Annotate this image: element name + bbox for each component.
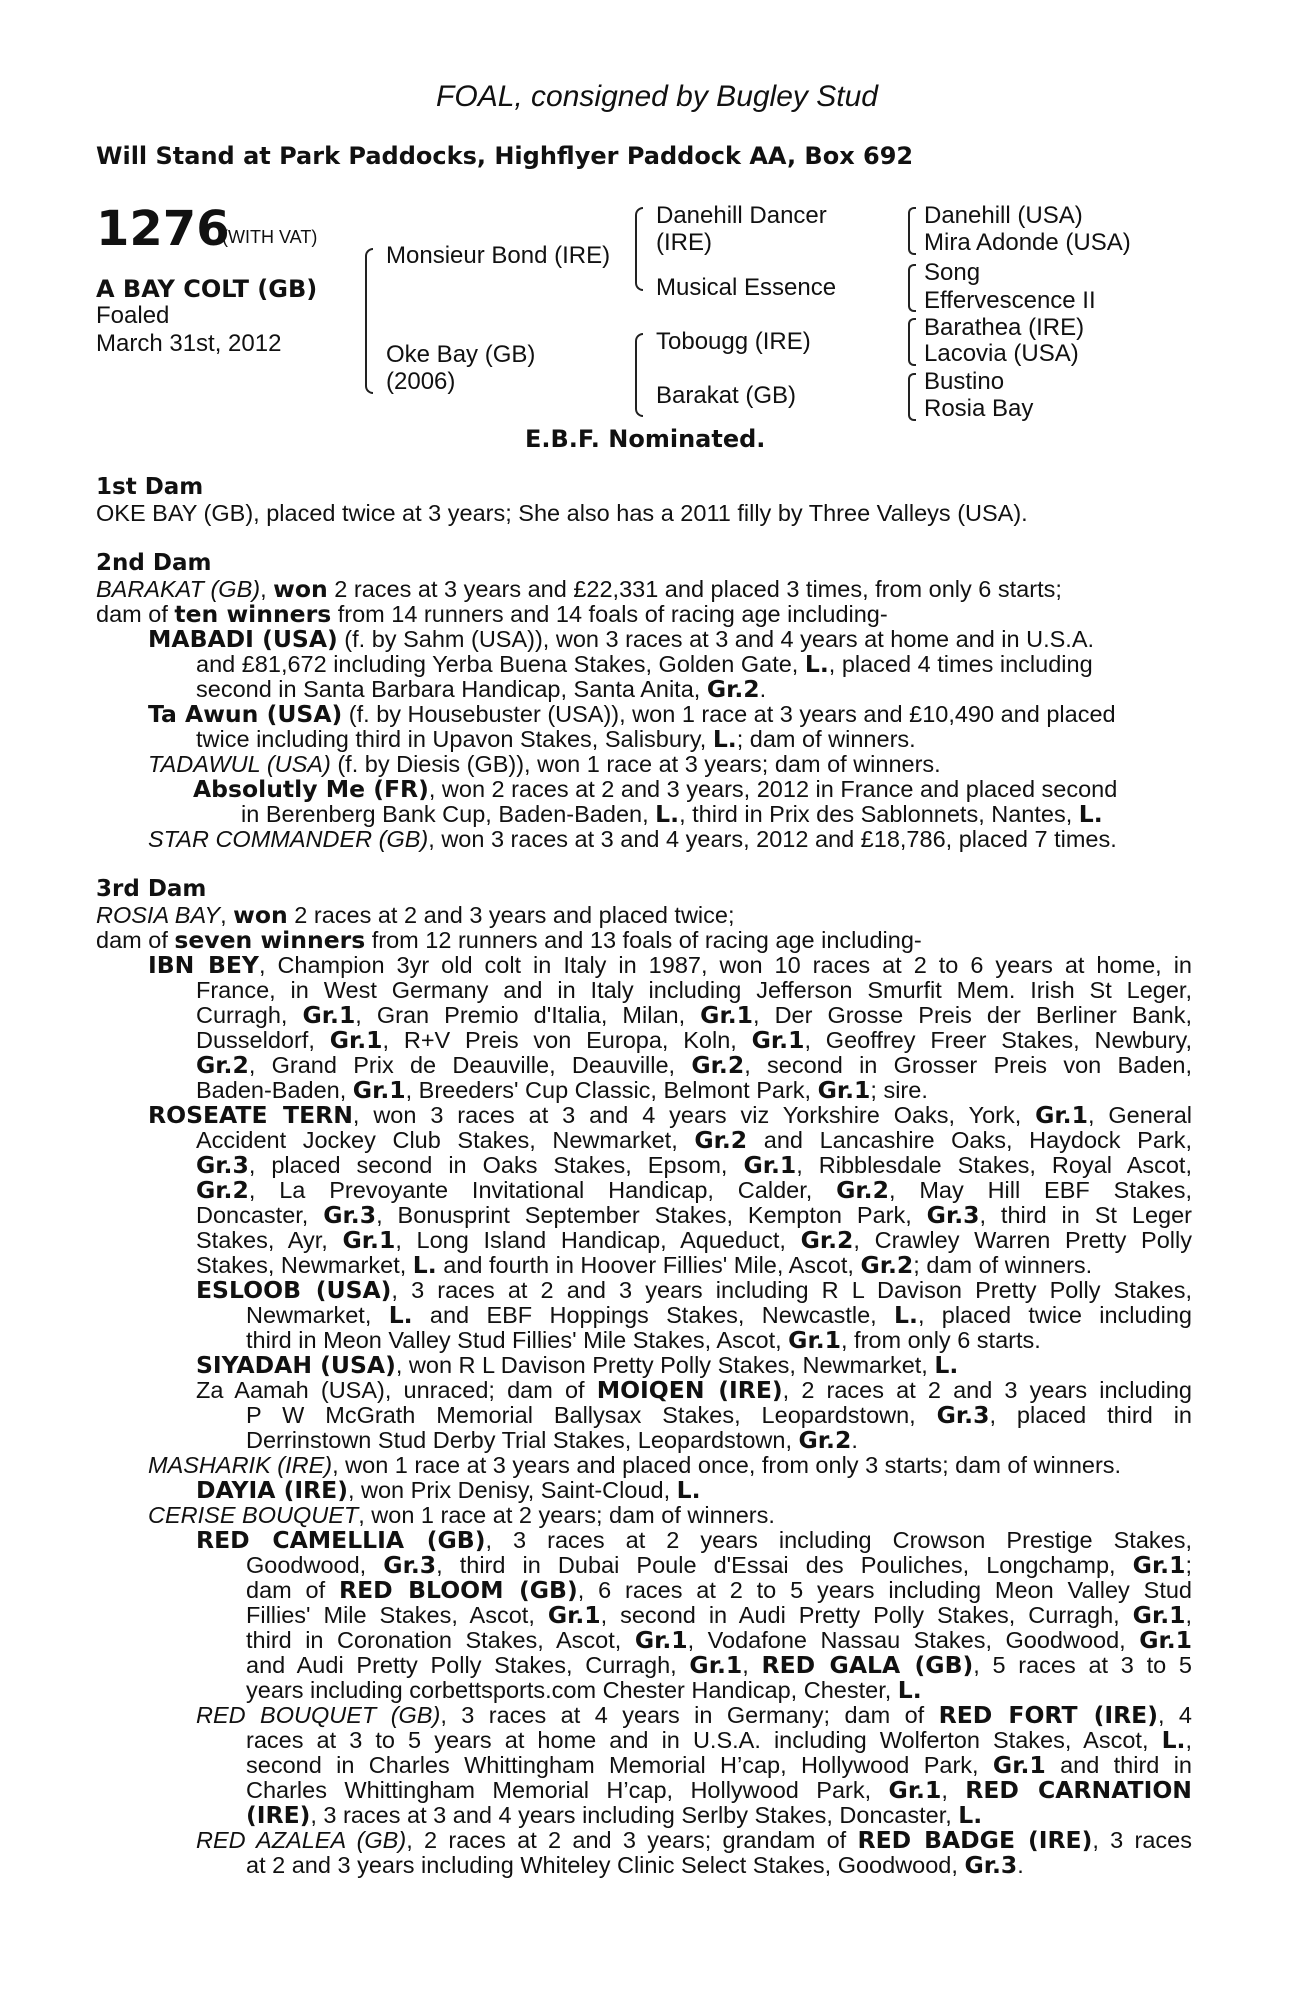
second-dam-line: twice including third in Upavon Stakes, Salisbury, L.; dam of winners.: [196, 725, 916, 753]
third-dam-line: Newmarket, L. and EBF Hoppings Stakes, Newcastle, L., placed twice including: [246, 1301, 1193, 1329]
third-dam-line: P W McGrath Memorial Ballysax Stakes, Leopardstown, Gr.3, placed third in: [246, 1401, 1192, 1429]
ggp-3: Song: [924, 259, 981, 286]
pedigree-bracket-dam: [635, 333, 643, 417]
ggp-2: Mira Adonde (USA): [924, 229, 1131, 256]
third-dam-line: races at 3 to 5 years at home and in U.S.A. including Wolferton Stakes, Ascot, L.,: [246, 1726, 1192, 1754]
pedigree-bracket-g1: [908, 207, 916, 255]
third-dam-line: Dusseldorf, Gr.1, R+V Preis von Europa, Koln, Gr.1, Geoffrey Freer Stakes, Newbury,: [196, 1026, 1192, 1054]
ggp-6: Lacovia (USA): [924, 340, 1079, 367]
second-dam-line: TADAWUL (USA) (f. by Diesis (GB)), won 1 race at 3 years; dam of winners.: [148, 751, 941, 777]
foaled-info: [96, 302, 281, 358]
dam-year: (2006): [386, 368, 456, 395]
ggp-5: Barathea (IRE): [924, 314, 1085, 341]
third-dam-line: third in Meon Valley Stud Fillies' Mile Stakes, Ascot, Gr.1, from only 6 starts.: [246, 1326, 1041, 1354]
stand-location: Will Stand at Park Paddocks, Highflyer Paddock AA, Box 692: [96, 142, 914, 170]
second-dam-heading: 2nd Dam: [96, 550, 212, 576]
third-dam-heading: 3rd Dam: [96, 876, 207, 902]
foaled-date: March 31st, 2012: [96, 330, 282, 357]
second-dam-line: MABADI (USA) (f. by Sahm (USA)), won 3 races at 3 and 4 years at home and in U.S.A.: [148, 625, 1095, 653]
third-dam-line: CERISE BOUQUET, won 1 race at 2 years; dam of winners.: [148, 1502, 775, 1528]
third-dam-line: Charles Whittingham Memorial H’cap, Hollywood Park, Gr.1, RED CARNATION: [246, 1776, 1192, 1804]
second-dam-line: BARAKAT (GB), won 2 races at 3 years and £22,331 and placed 3 times, from only 6 starts;: [96, 575, 1062, 603]
third-dam-line: Curragh, Gr.1, Gran Premio d'Italia, Milan, Gr.1, Der Grosse Preis der Berliner Bank,: [196, 1001, 1192, 1029]
ggp-1: Danehill (USA): [924, 202, 1083, 229]
sire-dam: Musical Essence: [656, 274, 837, 301]
vat-note: (WITH VAT): [222, 227, 318, 247]
pedigree-bracket-g4: [908, 373, 916, 421]
pedigree-bracket-g3: [908, 318, 916, 366]
third-dam-line: Derrinstown Stud Derby Trial Stakes, Leopardstown, Gr.2.: [246, 1426, 858, 1454]
third-dam-line: RED CAMELLIA (GB), 3 races at 2 years including Crowson Prestige Stakes,: [196, 1526, 1193, 1554]
second-dam-line: Absolutly Me (FR), won 2 races at 2 and 3 years, 2012 in France and placed second: [193, 775, 1118, 803]
third-dam-line: dam of RED BLOOM (GB), 6 races at 2 to 5 years including Meon Valley Stud: [246, 1576, 1192, 1604]
third-dam-line: Accident Jockey Club Stakes, Newmarket, Gr.2 and Lancashire Oaks, Haydock Park,: [196, 1126, 1192, 1154]
sire-name: Monsieur Bond (IRE): [386, 242, 611, 269]
third-dam-line: Stakes, Newmarket, L. and fourth in Hoover Fillies' Mile, Ascot, Gr.2; dam of winners.: [196, 1251, 1093, 1279]
third-dam-line: MASHARIK (IRE), won 1 race at 3 years and placed once, from only 3 starts; dam of winners.: [148, 1452, 1122, 1478]
ggp-7: Bustino: [924, 368, 1005, 395]
third-dam-line: dam of seven winners from 12 runners and 13 foals of racing age including-: [96, 926, 922, 954]
third-dam-line: SIYADAH (USA), won R L Davison Pretty Polly Stakes, Newmarket, L.: [196, 1351, 959, 1379]
dam-sire: Tobougg (IRE): [656, 328, 811, 355]
third-dam-line: Za Aamah (USA), unraced; dam of MOIQEN (IRE), 2 races at 2 and 3 years including: [196, 1376, 1192, 1404]
second-dam-line: and £81,672 including Yerba Buena Stakes, Golden Gate, L., placed 4 times including: [196, 650, 1093, 678]
first-dam-heading: 1st Dam: [96, 474, 204, 500]
pedigree-bracket-g2: [908, 264, 916, 312]
pedigree-bracket-sire: [635, 207, 643, 291]
third-dam-line: DAYIA (IRE), won Prix Denisy, Saint-Cloud, L.: [196, 1476, 701, 1504]
second-dam-line: Ta Awun (USA) (f. by Housebuster (USA)), won 1 race at 3 years and £10,490 and placed: [148, 700, 1116, 728]
second-dam-line: STAR COMMANDER (GB), won 3 races at 3 and 4 years, 2012 and £18,786, placed 7 times.: [148, 826, 1117, 852]
third-dam-line: Baden-Baden, Gr.1, Breeders' Cup Classic, Belmont Park, Gr.1; sire.: [196, 1076, 928, 1104]
third-dam-line: France, in West Germany and in Italy including Jefferson Smurfit Mem. Irish St Leger,: [196, 977, 1192, 1003]
third-dam-line: and Audi Pretty Polly Stakes, Curragh, Gr.1, RED GALA (GB), 5 races at 3 to 5: [246, 1651, 1192, 1679]
dam-dam: Barakat (GB): [656, 382, 797, 409]
third-dam-line: Fillies' Mile Stakes, Ascot, Gr.1, second in Audi Pretty Polly Stakes, Curragh, Gr.1,: [246, 1601, 1193, 1629]
pedigree-bracket-main: [365, 248, 373, 394]
third-dam-line: ROSEATE TERN, won 3 races at 3 and 4 years viz Yorkshire Oaks, York, Gr.1, General: [148, 1101, 1192, 1129]
third-dam-line: (IRE), 3 races at 3 and 4 years including Serlby Stakes, Doncaster, L.: [246, 1801, 983, 1829]
third-dam-line: at 2 and 3 years including Whiteley Clinic Select Stakes, Goodwood, Gr.3.: [246, 1851, 1024, 1879]
third-dam-line: years including corbettsports.com Chester Handicap, Chester, L.: [246, 1676, 922, 1704]
catalogue-header: FOAL, consigned by Bugley Stud: [436, 80, 878, 113]
second-dam-line: second in Santa Barbara Handicap, Santa Anita, Gr.2.: [196, 675, 767, 703]
sire-sire-line2: (IRE): [656, 229, 712, 256]
third-dam-line: Gr.3, placed second in Oaks Stakes, Epsom, Gr.1, Ribblesdale Stakes, Royal Ascot,: [196, 1151, 1192, 1179]
third-dam-line: Doncaster, Gr.3, Bonusprint September Stakes, Kempton Park, Gr.3, third in St Leger: [196, 1201, 1192, 1229]
dam-name: Oke Bay (GB): [386, 341, 536, 368]
third-dam-line: ROSIA BAY, won 2 races at 2 and 3 years and placed twice;: [96, 901, 735, 929]
third-dam-line: RED BOUQUET (GB), 3 races at 4 years in Germany; dam of RED FORT (IRE), 4: [196, 1701, 1193, 1729]
third-dam-line: Gr.2, La Prevoyante Invitational Handicap, Calder, Gr.2, May Hill EBF Stakes,: [196, 1176, 1192, 1204]
foaled-label: Foaled: [96, 302, 170, 329]
second-dam-line: dam of ten winners from 14 runners and 14 foals of racing age including-: [96, 600, 888, 628]
sire-sire-line1: Danehill Dancer: [656, 202, 827, 229]
third-dam-line: ESLOOB (USA), 3 races at 2 and 3 years including R L Davison Pretty Polly Stakes,: [196, 1276, 1192, 1304]
lot-number: 1276: [96, 201, 230, 257]
first-dam-text: OKE BAY (GB), placed twice at 3 years; She also has a 2011 filly by Three Valleys (USA).: [96, 500, 1028, 526]
ggp-8: Rosia Bay: [924, 395, 1034, 422]
third-dam-line: Goodwood, Gr.3, third in Dubai Poule d'Essai des Pouliches, Longchamp, Gr.1;: [246, 1551, 1192, 1579]
second-dam-line: in Berenberg Bank Cup, Baden-Baden, L., third in Prix des Sablonnets, Nantes, L.: [241, 800, 1103, 828]
third-dam-line: third in Coronation Stakes, Ascot, Gr.1, Vodafone Nassau Stakes, Goodwood, Gr.1: [246, 1626, 1192, 1654]
third-dam-line: IBN BEY, Champion 3yr old colt in Italy in 1987, won 10 races at 2 to 6 years at home, in: [148, 951, 1192, 979]
ebf-nominated: E.B.F. Nominated.: [525, 425, 766, 453]
lot-description: A BAY COLT (GB): [96, 275, 318, 303]
ggp-4: Effervescence II: [924, 287, 1096, 314]
third-dam-line: RED AZALEA (GB), 2 races at 2 and 3 years; grandam of RED BADGE (IRE), 3 races: [196, 1826, 1192, 1854]
third-dam-line: second in Charles Whittingham Memorial H’cap, Hollywood Park, Gr.1 and third in: [246, 1751, 1192, 1779]
third-dam-line: Stakes, Ayr, Gr.1, Long Island Handicap, Aqueduct, Gr.2, Crawley Warren Pretty Polly: [196, 1226, 1192, 1254]
third-dam-line: Gr.2, Grand Prix de Deauville, Deauville, Gr.2, second in Grosser Preis von Baden,: [196, 1051, 1192, 1079]
